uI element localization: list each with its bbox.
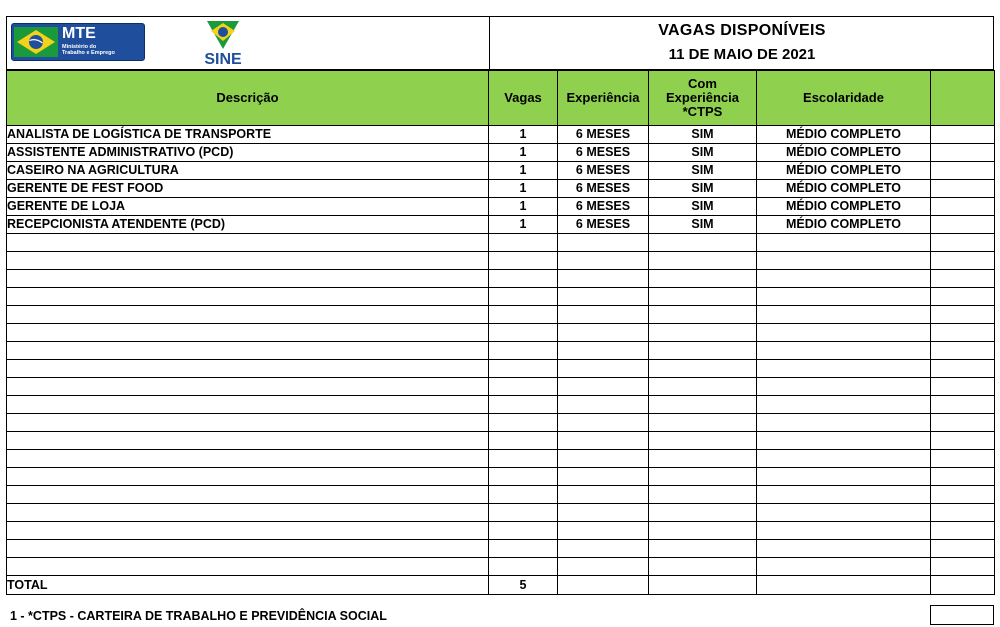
empty-row bbox=[7, 270, 995, 288]
cell-experiencia: 6 MESES bbox=[558, 180, 649, 198]
brazil-flag-icon bbox=[14, 27, 58, 57]
table-row bbox=[7, 162, 995, 180]
empty-row bbox=[7, 378, 995, 396]
empty-row bbox=[7, 432, 995, 450]
empty-row bbox=[7, 558, 995, 576]
title-area bbox=[489, 17, 994, 69]
empty-row bbox=[7, 468, 995, 486]
table-row bbox=[7, 198, 995, 216]
cell-ctps: SIM bbox=[649, 216, 757, 234]
cell-ctps: SIM bbox=[649, 180, 757, 198]
cell-escolaridade: MÉDIO COMPLETO bbox=[757, 126, 931, 144]
cell-blank bbox=[931, 180, 995, 198]
column-header-vagas: Vagas bbox=[489, 71, 558, 126]
empty-row bbox=[7, 360, 995, 378]
footnote-box bbox=[930, 605, 994, 625]
cell-ctps: SIM bbox=[649, 162, 757, 180]
page-title: VAGAS DISPONÍVEIS bbox=[658, 22, 826, 39]
cell-vagas: 1 bbox=[489, 162, 558, 180]
cell-descricao: ANALISTA DE LOGÍSTICA DE TRANSPORTE bbox=[7, 126, 489, 144]
table-row bbox=[7, 126, 995, 144]
cell-experiencia: 6 MESES bbox=[558, 162, 649, 180]
table-row bbox=[7, 216, 995, 234]
cell-vagas: 1 bbox=[489, 198, 558, 216]
mte-logo-subtitle: Ministério do Trabalho e Emprego bbox=[62, 44, 115, 56]
cell-blank bbox=[931, 216, 995, 234]
empty-row bbox=[7, 324, 995, 342]
mte-logo bbox=[11, 23, 145, 61]
cell-experiencia: 6 MESES bbox=[558, 126, 649, 144]
cell-blank bbox=[931, 162, 995, 180]
empty-row bbox=[7, 522, 995, 540]
sine-logo bbox=[195, 19, 251, 69]
total-row bbox=[7, 576, 995, 595]
column-header-ctps: Com Experiência *CTPS bbox=[649, 71, 757, 126]
cell-vagas: 1 bbox=[489, 216, 558, 234]
empty-row bbox=[7, 342, 995, 360]
cell-vagas: 1 bbox=[489, 144, 558, 162]
table-body bbox=[7, 126, 995, 595]
sine-flag-icon bbox=[203, 19, 243, 51]
cell-ctps: SIM bbox=[649, 126, 757, 144]
document-header bbox=[6, 16, 994, 70]
column-header-escolaridade: Escolaridade bbox=[757, 71, 931, 126]
cell-descricao: ASSISTENTE ADMINISTRATIVO (PCD) bbox=[7, 144, 489, 162]
table-row bbox=[7, 180, 995, 198]
cell-experiencia: 6 MESES bbox=[558, 198, 649, 216]
empty-row bbox=[7, 306, 995, 324]
cell-ctps: SIM bbox=[649, 198, 757, 216]
cell-escolaridade: MÉDIO COMPLETO bbox=[757, 180, 931, 198]
page-date: 11 DE MAIO DE 2021 bbox=[668, 46, 816, 63]
empty-row bbox=[7, 288, 995, 306]
column-header-experiencia: Experiência bbox=[558, 71, 649, 126]
table-header-row bbox=[7, 71, 995, 126]
cell-vagas: 1 bbox=[489, 180, 558, 198]
column-header-blank bbox=[931, 71, 995, 126]
jobs-table bbox=[6, 70, 995, 595]
cell-experiencia: 6 MESES bbox=[558, 144, 649, 162]
logo-area bbox=[7, 17, 489, 69]
table-row bbox=[7, 144, 995, 162]
empty-row bbox=[7, 504, 995, 522]
footnote: 1 - *CTPS - CARTEIRA DE TRABALHO E PREVIDÊNCIA SOCIAL bbox=[10, 609, 387, 623]
cell-descricao: GERENTE DE FEST FOOD bbox=[7, 180, 489, 198]
sine-logo-name: SINE bbox=[204, 51, 242, 68]
cell-vagas: 1 bbox=[489, 126, 558, 144]
mte-logo-name: MTE bbox=[62, 25, 96, 42]
cell-descricao: GERENTE DE LOJA bbox=[7, 198, 489, 216]
cell-ctps: SIM bbox=[649, 144, 757, 162]
cell-experiencia: 6 MESES bbox=[558, 216, 649, 234]
empty-row bbox=[7, 234, 995, 252]
cell-escolaridade: MÉDIO COMPLETO bbox=[757, 162, 931, 180]
column-header-descricao: Descrição bbox=[7, 71, 489, 126]
cell-descricao: CASEIRO NA AGRICULTURA bbox=[7, 162, 489, 180]
cell-escolaridade: MÉDIO COMPLETO bbox=[757, 198, 931, 216]
empty-row bbox=[7, 450, 995, 468]
cell-blank bbox=[931, 198, 995, 216]
total-label: TOTAL bbox=[7, 576, 489, 595]
empty-row bbox=[7, 252, 995, 270]
cell-descricao: RECEPCIONISTA ATENDENTE (PCD) bbox=[7, 216, 489, 234]
total-value: 5 bbox=[489, 576, 558, 595]
empty-row bbox=[7, 396, 995, 414]
empty-row bbox=[7, 414, 995, 432]
cell-escolaridade: MÉDIO COMPLETO bbox=[757, 216, 931, 234]
empty-row bbox=[7, 540, 995, 558]
empty-row bbox=[7, 486, 995, 504]
cell-blank bbox=[931, 126, 995, 144]
cell-escolaridade: MÉDIO COMPLETO bbox=[757, 144, 931, 162]
cell-blank bbox=[931, 144, 995, 162]
